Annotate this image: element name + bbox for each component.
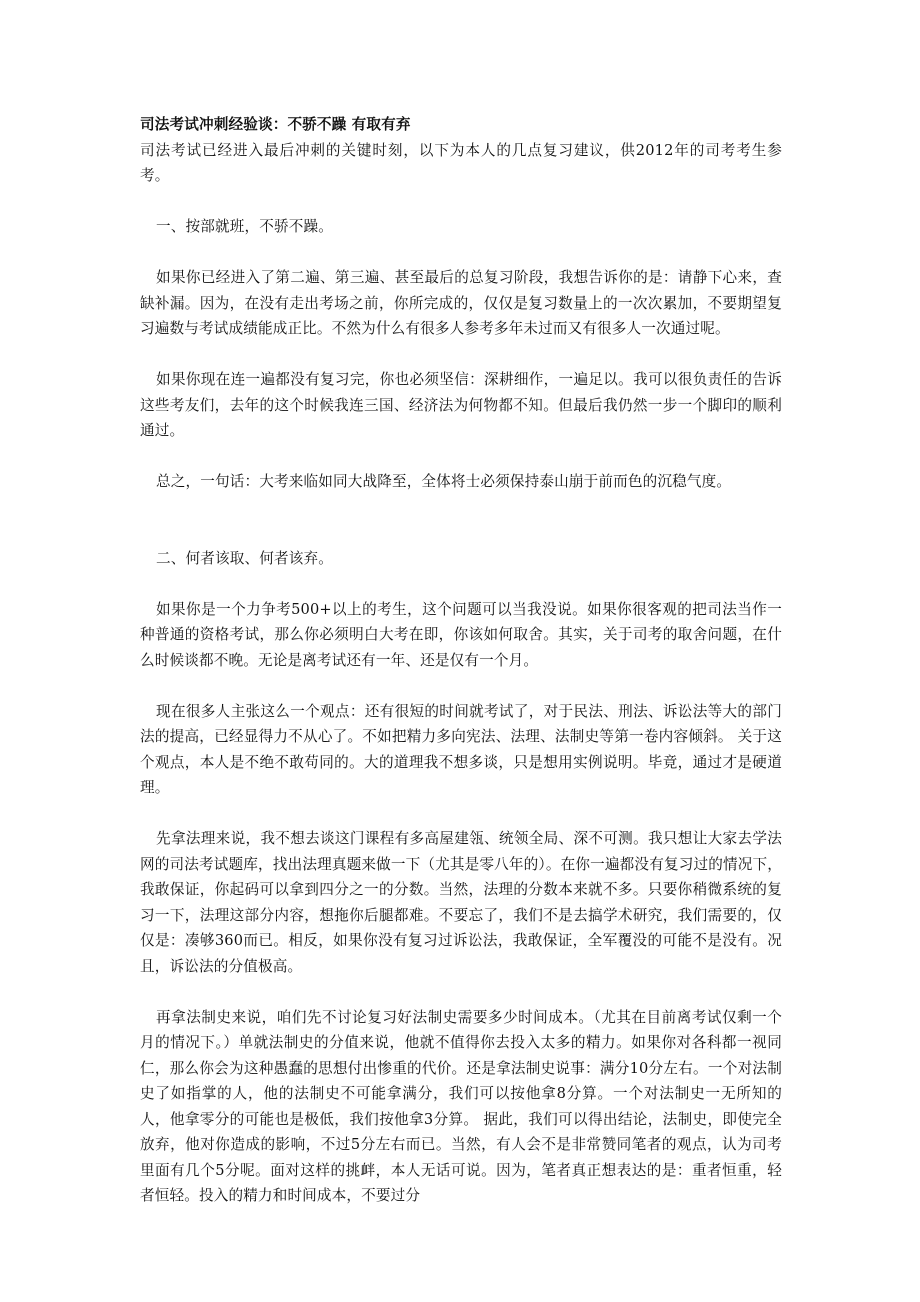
section-1-paragraph-1: 如果你已经进入了第二遍、第三遍、甚至最后的总复习阶段，我想告诉你的是：请静下心来，查缺补漏。因为，在没有走出考场之前，你所完成的，仅仅是复习数量上的一次次累加，不要期望复习遍数与考试成绩能成正比。不然为什么有很多人参考多年未过而又有很多人一次通过呢。 (140, 269, 782, 337)
intro-paragraph: 司法考试已经进入最后冲刺的关键时刻，以下为本人的几点复习建议，供2012年的司考考生参考。 (140, 141, 782, 184)
spacer (140, 240, 782, 266)
document-page (140, 112, 782, 1209)
section-2-paragraph-1: 如果你是一个力争考500+以上的考生，这个问题可以当我没说。如果你很客观的把司法当作一种普通的资格考试，那么你必须明白大考在即，你该如何取舍。其实，关于司考的取舍问题，在什么时候谈都不晚。无论是离考试还有一年、还是仅有一个月。 (140, 600, 782, 669)
section-1-paragraph-3: 总之，一句话：大考来临如同大战降至，全体将士必须保持泰山崩于前而色的沉稳气度。 (156, 473, 732, 490)
section-2-heading: 二、何者该取、何者该弃。 (156, 549, 333, 567)
document-title: 司法考试冲刺经验谈：不骄不躁 有取有弃 (140, 116, 411, 133)
section-1-heading: 一、按部就班，不骄不躁。 (156, 218, 333, 235)
section-2-paragraph-4: 再拿法制史来说，咱们先不讨论复习好法制史需要多少时间成本。（尤其在目前离考试仅剩一个月的情况下。）单就法制史的分值来说，他就不值得你去投入太多的精力。如果你对各科都一视同仁，那么你会为这种愚蠢的思想付出惨重的代价。还是拿法制史说事：满分10分左右。一个对法制史了如指掌的人，他的法制史不可能拿满分，我们可以按他拿8分算。一个对法制史一无所知的人，他拿零分的可能也是极低，我们按他拿3分算。 据此，我们可以得出结论，法制史，即使完全放弃，他对你造成的影响，不过5分左右而已。当然，有人会不是非常赞同笔者的观点，认为司考里面有几个5分呢。面对这样的挑衅，本人无话可说。因为，笔者真正想表达的是：重者恒重，轻者恒轻。投入的精力和时间成本，不要过分 (140, 1008, 782, 1204)
spacer (140, 571, 782, 597)
section-1-paragraph-2: 如果你现在连一遍都没有复习完，你也必须坚信：深耕细作，一遍足以。我可以很负责任的告诉这些考友们，去年的这个时候我连三国、经济法为何物都不知。但最后我仍然一步一个脚印的顺利通过。 (140, 371, 782, 439)
spacer (140, 801, 782, 827)
section-2-paragraph-2: 现在很多人主张这么一个观点：还有很短的时间就考试了，对于民法、刑法、诉讼法等大的部门法的提高，已经显得力不从心了。不如把精力多向宪法、法理、法制史等第一卷内容倾斜。 关于这个观点，本人是不绝不敢苟同的。大的道理我不想多谈，只是想用实例说明。毕竟，通过才是硬道理。 (140, 702, 782, 796)
spacer (140, 979, 782, 1005)
spacer (140, 495, 782, 546)
spacer (140, 342, 782, 368)
spacer (140, 444, 782, 470)
section-2-paragraph-3: 先拿法理来说，我不想去谈这门课程有多高屋建瓴、统领全局、深不可测。我只想让大家去学法网的司法考试题库，找出法理真题来做一下（尤其是零八年的）。在你一遍都没有复习过的情况下，我敢保证，你起码可以拿到四分之一的分数。当然，法理的分数本来就不多。只要你稍微系统的复习一下，法理这部分内容，想拖你后腿都难。不要忘了，我们不是去搞学术研究，我们需要的，仅仅是：凑够360而已。相反，如果你没有复习过诉讼法，我敢保证，全军覆没的可能不是没有。况且，诉讼法的分值极高。 (140, 830, 782, 975)
spacer (140, 673, 782, 699)
spacer (140, 189, 782, 215)
